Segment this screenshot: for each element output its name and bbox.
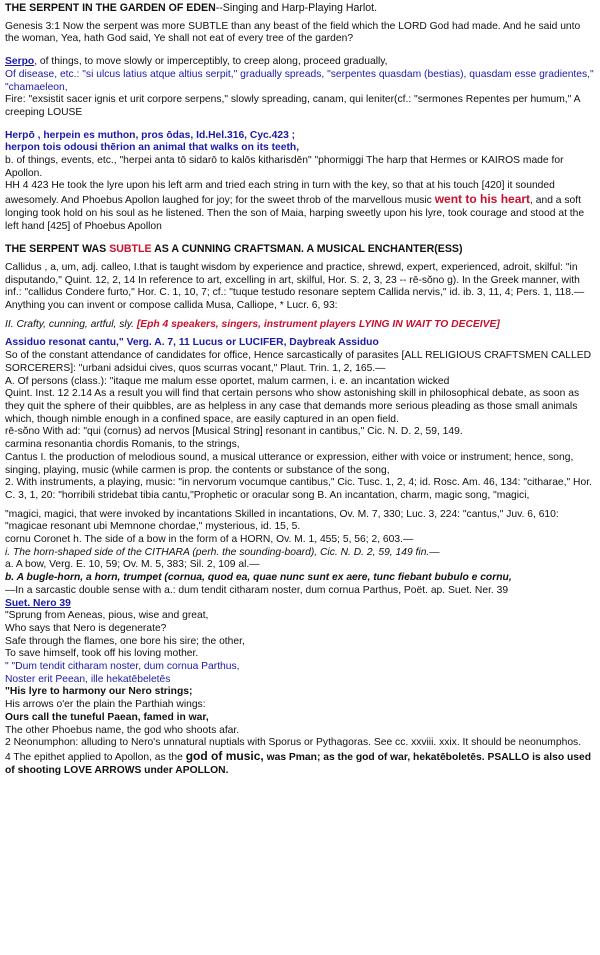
section-heading-subtle: THE SERPENT WAS SUBTLE AS A CUNNING CRAFTSMAN. A MUSICAL ENCHANTER(ESS) [5,243,463,256]
poem-line: "His lyre to harmony our Nero strings; [5,686,193,698]
callidus-entry: Callidus , a, um, adj. calleo, I.that is taught wisdom by experience and practice, shrewd, expert, experienced, adroit, skilful: "in disputando," Quint. 12, 2, 14 In reference to art, excelling in art, skilful, Hor. S. 2, 3, 23 -- rē-sŏno g). In the Greek manner, with inf.: "callidus Condere furto," Hor. C. 1, 10, 7; cf.: "tuque testudo resonare septem Callida nervis," id. ib. 3, 11, 4; Pers. 1, 118.— Anything you can invent or compose callida Musa, Calliope, * Lucr. 6, 93: II. Crafty, cunning, artful, sly. [Eph 4 speakers, singers, instrument players LYING IN WAIT TO DECEIVE] [5,261,585,330]
serpo-link[interactable]: Serpo [5,56,35,68]
heart-highlight: went to his heart [434,192,531,207]
poem-line: Ours call the tuneful Paean, famed in war, [5,711,209,723]
poem-line: Who says that Nero is degenerate? [5,622,167,634]
serpo-entry: Serpo, of things, to move slowly or imperceptibly, to creep along, proceed gradually, Of disease, etc.: "si ulcus latius atque altius serpit," gradually spreads, "serpentes quasdam (bestias), quasdam esse gradientes," "chamaeleon, Fire: "exsistit sacer ignis et urit corpore serpens," slowly spreading, canam, qui leniter(cf.: "sermones Repentes per humum," A creeping LOUSE [5,56,594,118]
cantus-entry: Cantus I. the production of melodious sound, a musical utterance or expression, either with voice or instrument; hence, song, singing, playing, music (while carmen is prop. the contents or substance of the song, 2. With instruments, a playing, music: "in nervorum vocumque cantibus," Cic. Tusc. 1, 2, 4; id. Rosc. Am. 46, 134: "citharae," Hor. C. 3, 1, 20: "horribili stridebat tibia cantu,"Prophetic or oracular song B. An incantation, charm, magic song, "magici, "magici, magici, that were invoked by incantations Skilled in incantations, Ov. M. 7, 330; Luc. 3, 224: "cantus," Juv. 6, 610: "magicae resonant ubi Memnone chordae," mysterious, id. 15, 5. [5,451,592,533]
nero-link[interactable]: Suet. Nero 39 [5,597,71,609]
footnote-4: 4 The epithet applied to Apollon, as the god of music, was Pman; as the god of war, hekatēboletēs. PSALLO is also used of shooting LOVE ARROWS under APOLLON. [5,748,592,776]
poem-line: To save himself, took off his loving mother. [5,648,199,660]
page-title: THE SERPENT IN THE GARDEN OF EDEN--Singing and Harp-Playing Harlot. [5,2,378,14]
poem-line: His arrows o'er the plain the Parthiah wings: [5,699,206,711]
herpo-entry: Herpō , herpein es muthon, pros ōdas, Id.Hel.316, Cyc.423 ; herpon tois odousi thērion an animal that walks on its teeth, b. of things, events, etc., "herpei anta tō sidarō to kalōs kitharisdēn" "phormiggi The harp that Hermes or KAIROS made for Apollon. HH 4 423 He took the lyre upon his left arm and tried each string in turn with the key, so that at his touch [420] it sounded awesomely. And Phoebus Apollon laughed for joy; for the sweet throb of the marvellous music went to his heart, and a soft longing took hold on his soul as he listened. Then the son of Maia, harping sweetly upon his lyre, took courage and stood at the left hand [425] of Phoebus Apollon [5,129,585,232]
quintilian-quote: Quint. Inst. 12 2.14 As a result you will find that certain persons who show astonishing skill in philosophical debate, as soon as they quit the sphere of their quibbles, are as helpless in any case that demands more serious pleading as those small animals which, though nimble enough in a confined space, are easily captured in an open field. [5,388,580,425]
poem-line: The other Phoebus name, the god who shoots afar. [5,724,240,736]
nero-poem [5,598,595,738]
footnote-2: 2 Neonumphon: alluding to Nero's unnatural nuptials with Sporus or Pythagoras. See cc. xxviii. xxix. It should be neonumphos. [5,737,582,749]
genesis-verse: Genesis 3:1 Now the serpent was more SUBTLE than any beast of the field which the LORD God had made. And he said unto the woman, Yea, hath God said, Ye shall not eat of every tree of the garden? [5,20,581,45]
poem-line: Noster erit Peean, ille hekatēbeletēs [5,673,171,685]
resono-entry: rē-sŏno With ad: "qui (cornus) ad nervos [Musical String] resonant in cantibus," Cic. N. D. 2, 59, 149. carmina resonantia chordis Romanis, to the strings, [5,426,463,451]
poem-line: "Sprung from Aeneas, pious, wise and great, [5,610,209,622]
poem-line: " "Dum tendit citharam noster, dum cornua Parthus, [5,661,240,673]
poem-line: Safe through the flames, one bore his sire; the other, [5,635,245,647]
cornu-entry: cornu Coronet h. The side of a bow in the form of a HORN, Ov. M. 1, 455; 5, 56; 2, 603.— i. The horn-shaped side of the CITHARA (perh. the sounding-board), Cic. N. D. 2, 59, 149 fin.— a. A bow, Verg. E. 10, 59; Ov. M. 5, 383; Sil. 2, 109 al.— b. A bugle-horn, a horn, trumpet (cornua, quod ea, quae nunc sunt ex aere, tunc fiebant bubulo e cornu, —In a sarcastic double sense with a.: dum tendit citharam noster, dum cornua Parthus, Poët. ap. Suet. Ner. 39 [5,534,512,596]
assiduo-entry: Assiduo resonat cantu," Verg. A. 7, 11 Lucus or LUCIFER, Daybreak Assiduo So of the constant attendance of candidates for office, Hence sarcastically of parasites [ALL RELIGIOUS CRAFTSMEN CALLED SORCERERS]: "urbani adsidui cives, quos scurras vocant," Plaut. Trin. 1, 2, 165.— A. Of persons (class.): "itaque me malum esse oportet, malum carmen, i. e. an incantation wicked [5,337,592,387]
